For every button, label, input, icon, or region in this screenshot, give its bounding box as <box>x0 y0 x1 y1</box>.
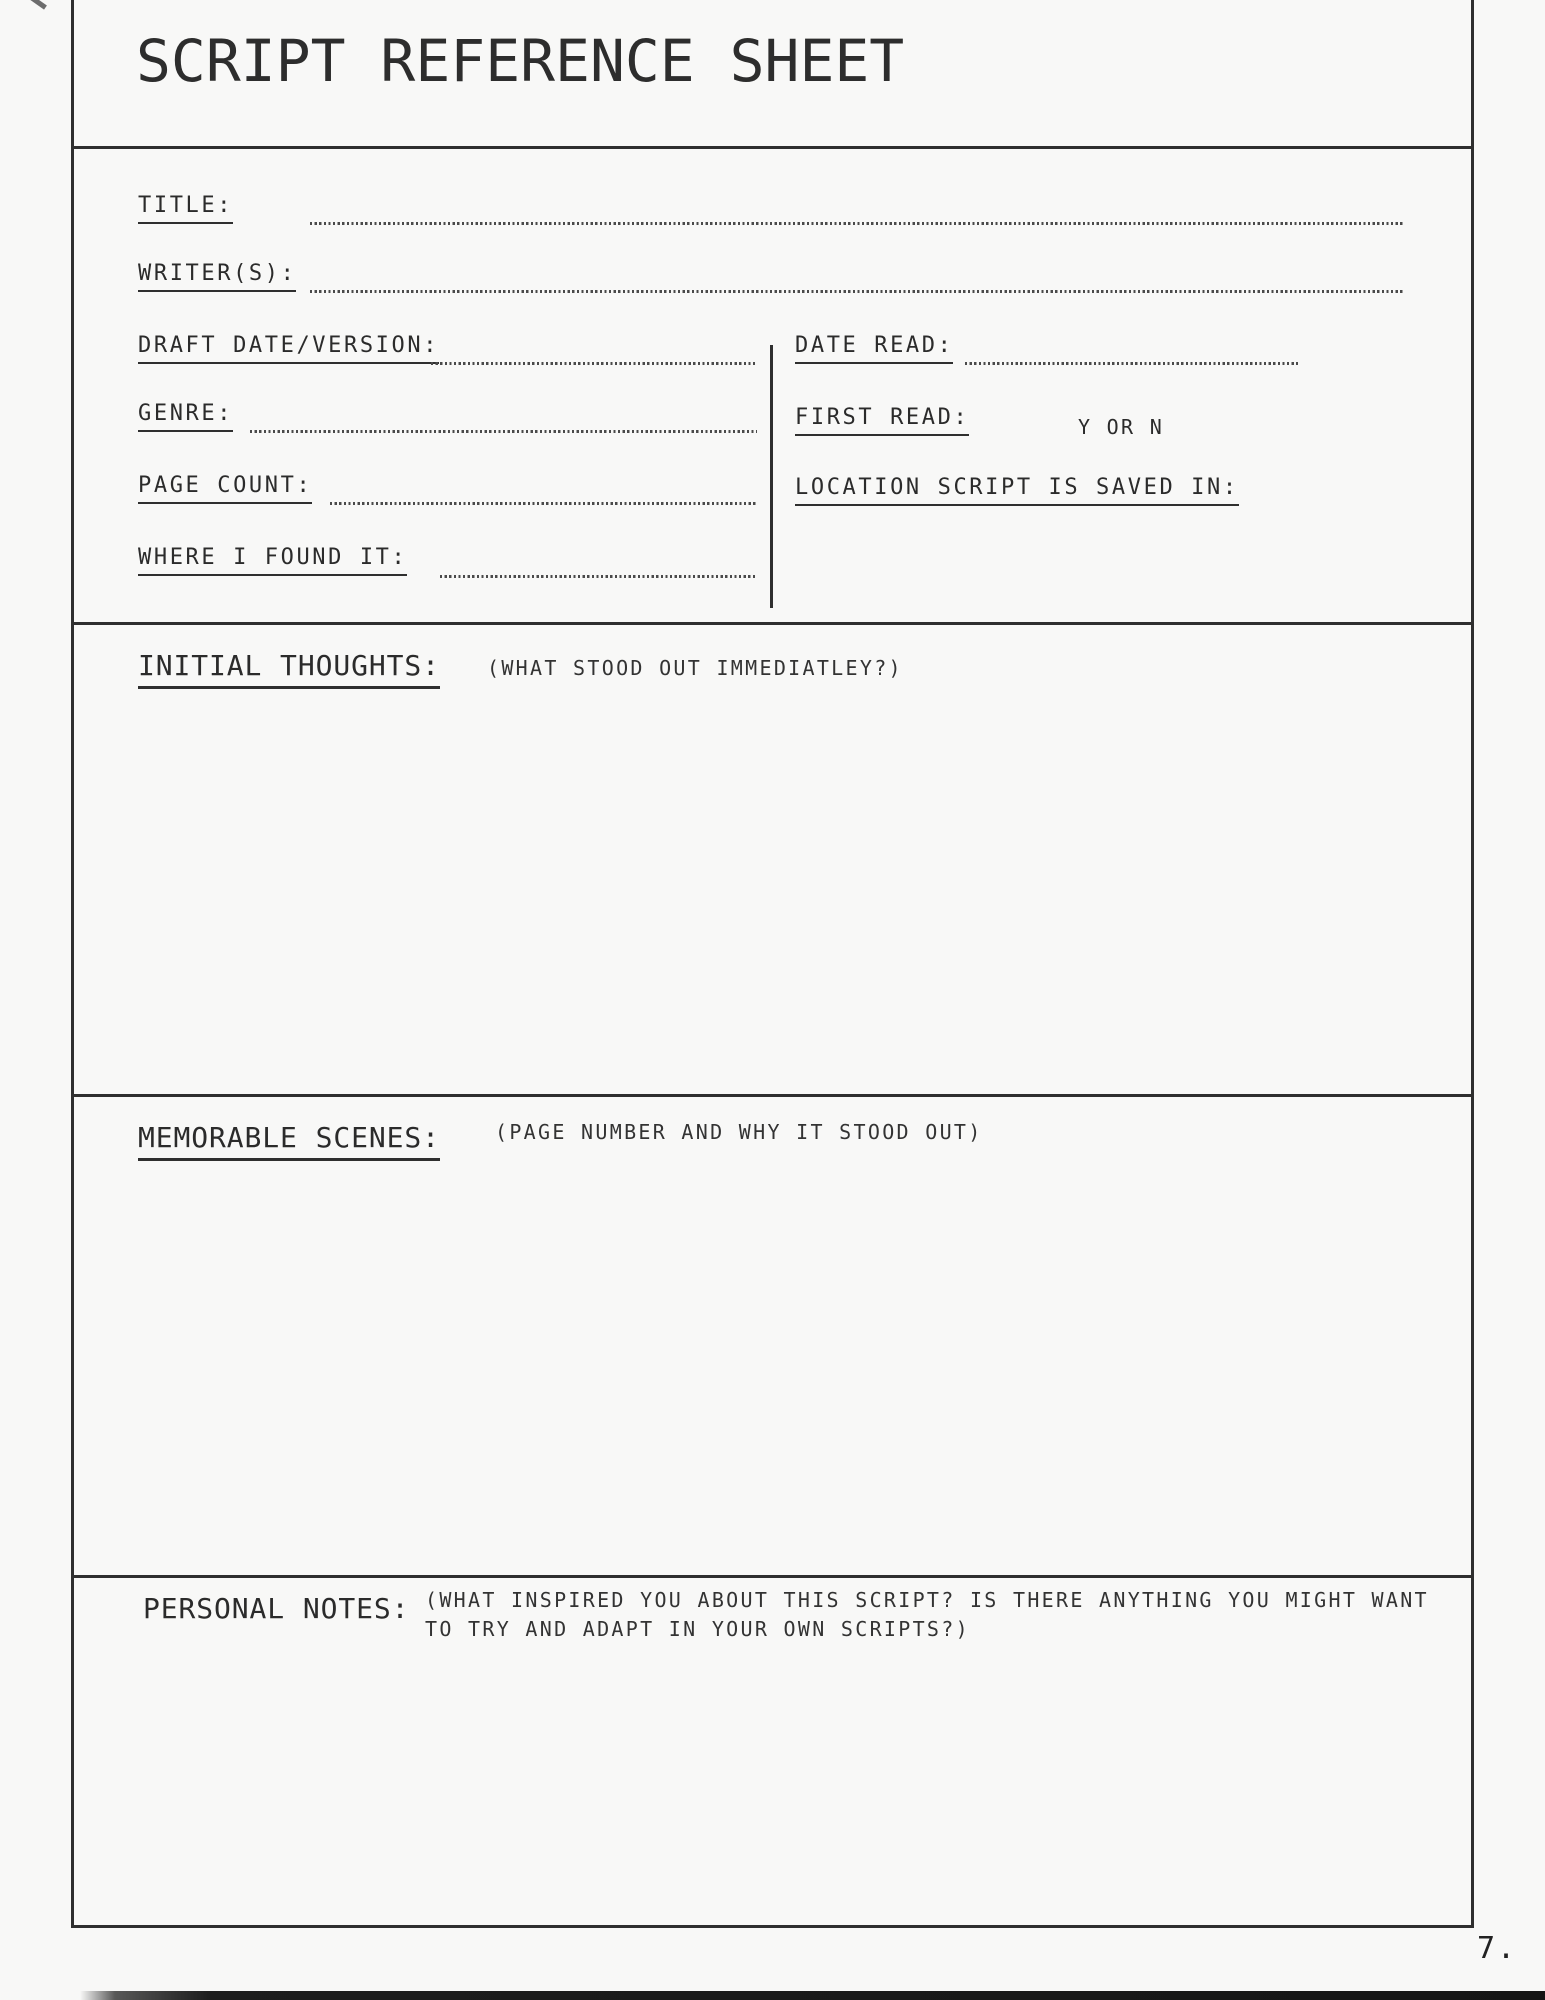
frame-right-border <box>1471 0 1474 1928</box>
title-box-divider <box>71 146 1474 149</box>
where-found-field-label: WHERE I FOUND IT: <box>138 547 407 576</box>
personal-notes-hint-line2: TO TRY AND ADAPT IN YOUR OWN SCRIPTS?) <box>425 1617 970 1641</box>
writers-input-line[interactable] <box>310 290 1405 293</box>
page-count-field-label: PAGE COUNT: <box>138 475 312 504</box>
initial-thoughts-section-divider <box>71 1094 1474 1097</box>
writers-field-label: WRITER(S): <box>138 263 296 292</box>
frame-bottom-border <box>71 1925 1474 1928</box>
memorable-scenes-hint: (PAGE NUMBER AND WHY IT STOOD OUT) <box>495 1120 983 1144</box>
genre-field-label: GENRE: <box>138 403 233 432</box>
personal-notes-hint-line1: (WHAT INSPIRED YOU ABOUT THIS SCRIPT? IS THERE ANYTHING YOU MIGHT WANT <box>425 1588 1429 1612</box>
first-read-options-text: Y OR N <box>1078 415 1165 439</box>
frame-left-border <box>71 0 74 1928</box>
memorable-scenes-header: MEMORABLE SCENES: <box>138 1124 440 1161</box>
where-found-input-line[interactable] <box>440 575 757 578</box>
personal-notes-writing-area[interactable] <box>80 1655 1465 1920</box>
genre-input-line[interactable] <box>250 430 757 433</box>
page-title: SCRIPT REFERENCE SHEET <box>136 27 905 95</box>
page-count-input-line[interactable] <box>330 502 757 505</box>
title-field-label: TITLE: <box>138 195 233 224</box>
initial-thoughts-hint: (WHAT STOOD OUT IMMEDIATLEY?) <box>487 656 903 680</box>
draft-date-version-field-label: DRAFT DATE/VERSION: <box>138 335 439 364</box>
date-read-field-label: DATE READ: <box>795 335 953 364</box>
fields-section-divider <box>71 622 1474 625</box>
memorable-scenes-section-divider <box>71 1575 1474 1578</box>
page-number: 7. <box>1477 1931 1518 1966</box>
first-read-field-label: FIRST READ: <box>795 407 969 436</box>
initial-thoughts-writing-area[interactable] <box>80 700 1465 1088</box>
personal-notes-header: PERSONAL NOTES: <box>143 1592 410 1625</box>
title-input-line[interactable] <box>310 222 1405 225</box>
memorable-scenes-writing-area[interactable] <box>80 1165 1465 1569</box>
draft-date-version-input-line[interactable] <box>431 362 757 365</box>
scan-artifact-top-left <box>21 0 47 10</box>
location-saved-field-label: LOCATION SCRIPT IS SAVED IN: <box>795 477 1239 506</box>
date-read-input-line[interactable] <box>965 362 1298 365</box>
fields-column-divider <box>770 345 773 608</box>
scan-artifact-bottom-bar <box>80 1991 1545 2000</box>
initial-thoughts-header: INITIAL THOUGHTS: <box>138 652 440 689</box>
